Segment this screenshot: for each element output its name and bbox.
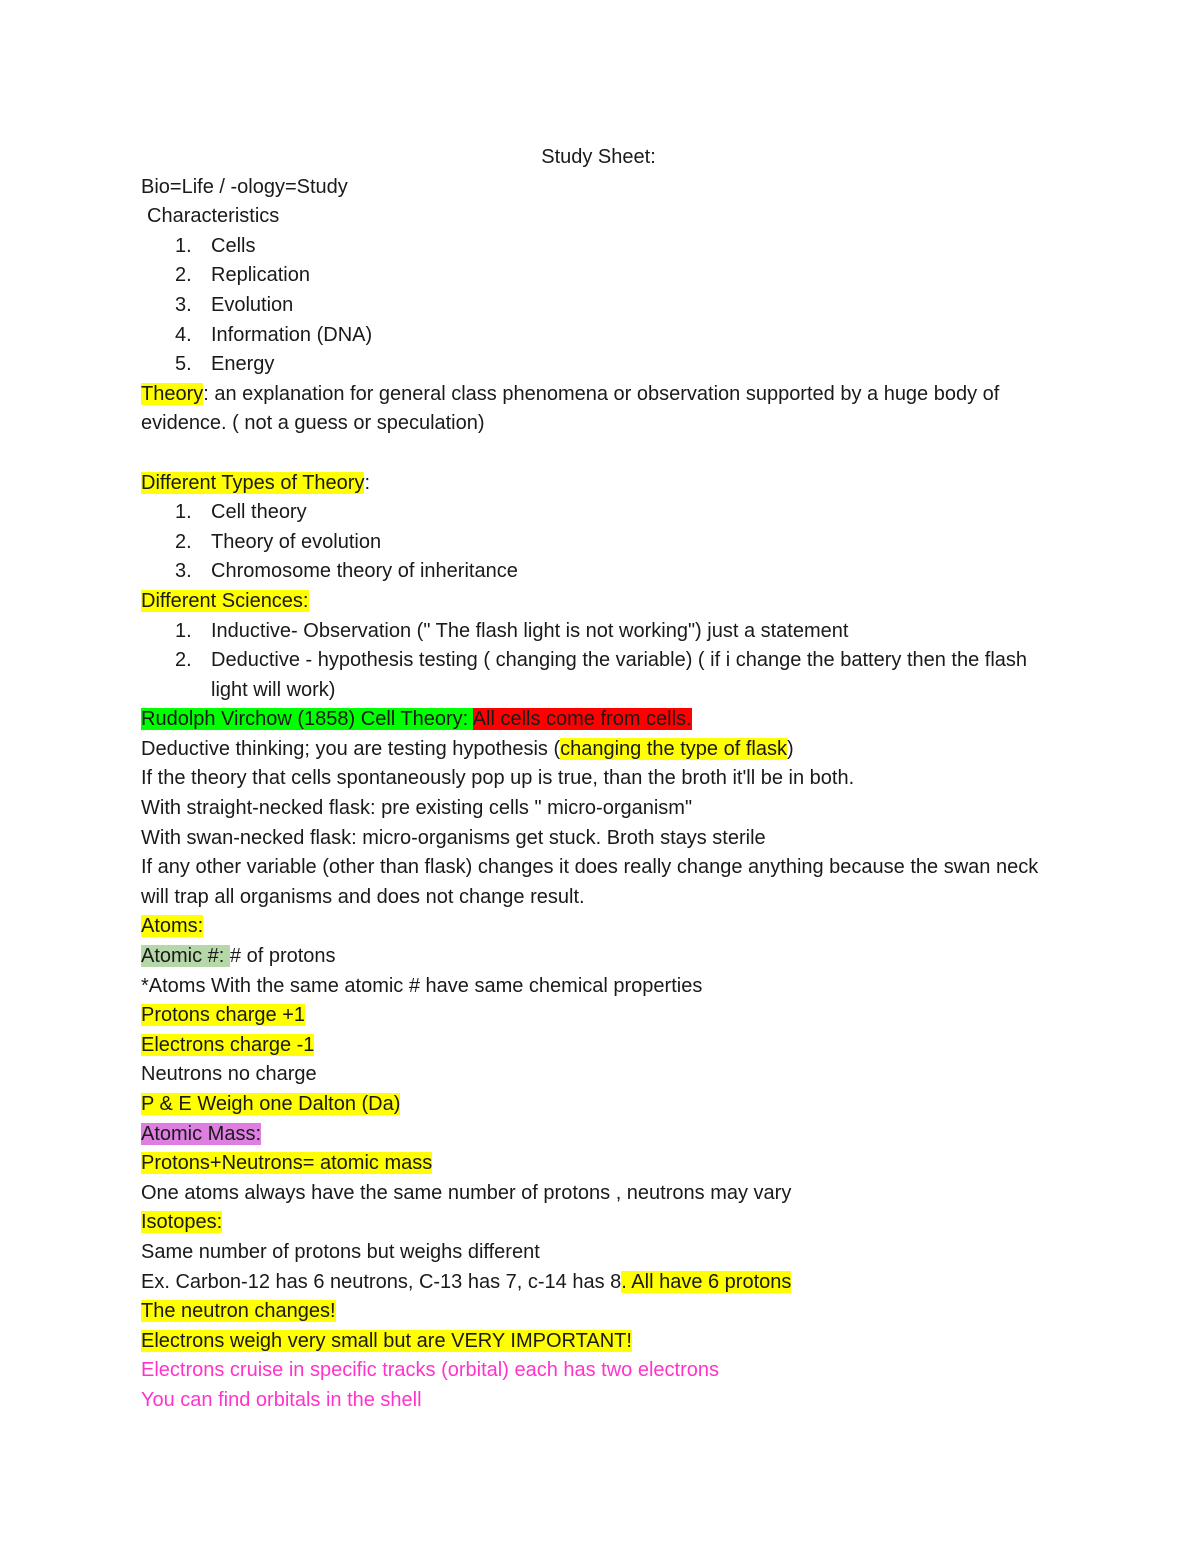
- document-content: [141, 143, 1056, 1416]
- list-item: 3. Evolution: [175, 293, 294, 316]
- same-number-line: Same number of protons but weighs different: [141, 1240, 540, 1263]
- deductive-line: Deductive thinking; you are testing hypothesis (changing the type of flask): [141, 737, 794, 760]
- list-item: 3. Chromosome theory of inheritance: [175, 560, 518, 583]
- orbitals-line: You can find orbitals in the shell: [141, 1388, 422, 1411]
- list-item: 1. Cell theory: [175, 501, 307, 524]
- list-item: 1. Inductive- Observation (" The flash light is not working") just a statement: [175, 619, 849, 642]
- blank-line: [141, 439, 1056, 469]
- types-heading: Different Types of Theory:: [141, 471, 371, 494]
- virchow-line: Rudolph Virchow (1858) Cell Theory: All cells come from cells.: [141, 708, 692, 731]
- neutrons-line: Neutrons no charge: [141, 1063, 317, 1086]
- theory-definition: Theory: an explanation for general class phenomena or observation supported by a huge body of evidence. ( not a guess or speculation): [141, 382, 1000, 435]
- one-atoms-line: One atoms always have the same number of protons , neutrons may vary: [141, 1181, 792, 1204]
- sciences-heading: Different Sciences:: [141, 589, 309, 612]
- list-item: 5. Energy: [175, 353, 275, 376]
- paragraph-line: With swan-necked flask: micro-organisms get stuck. Broth stays sterile: [141, 826, 766, 849]
- isotopes-heading: Isotopes:: [141, 1211, 223, 1234]
- list-item: 2. Theory of evolution: [175, 530, 382, 553]
- protons-line: Protons charge +1: [141, 1004, 305, 1027]
- cruise-line: Electrons cruise in specific tracks (orbital) each has two electrons: [141, 1359, 720, 1382]
- dalton-line: P & E Weigh one Dalton (Da): [141, 1093, 401, 1115]
- carbon-line: Ex. Carbon-12 has 6 neutrons, C-13 has 7, c-14 has 8. All have 6 protons: [141, 1270, 792, 1293]
- electrons-line: Electrons charge -1: [141, 1033, 315, 1056]
- list-item: 2. Replication: [175, 264, 310, 287]
- electrons-small-line: Electrons weigh very small but are VERY IMPORTANT!: [141, 1329, 632, 1352]
- page-title: Study Sheet:: [541, 146, 656, 168]
- list-item: 2. Deductive - hypothesis testing ( changing the variable) ( if i change the battery then the flash light will work): [175, 649, 1028, 701]
- mass-formula-line: Protons+Neutrons= atomic mass: [141, 1152, 433, 1175]
- characteristics-heading: Characteristics: [147, 205, 280, 228]
- paragraph-line: If any other variable (other than flask) changes it does really change anything because the swan neck will trap all organisms and does not change result.: [141, 856, 1039, 908]
- list-item: 4. Information (DNA): [175, 323, 373, 346]
- list-item: 1. Cells: [175, 234, 256, 257]
- paragraph-line: With straight-necked flask: pre existing cells " micro-organism": [141, 797, 693, 820]
- theory-term: Theory: [141, 382, 204, 405]
- same-atomic-line: *Atoms With the same atomic # have same chemical properties: [141, 974, 703, 997]
- atomic-number-line: Atomic #: # of protons: [141, 945, 336, 968]
- paragraph-line: If the theory that cells spontaneously pop up is true, than the broth it'll be in both.: [141, 767, 855, 790]
- atomic-mass-heading: Atomic Mass:: [141, 1122, 262, 1145]
- atoms-heading: Atoms:: [141, 915, 204, 938]
- intro-line: Bio=Life / -ology=Study: [141, 175, 348, 198]
- neutron-changes-line: The neutron changes!: [141, 1300, 336, 1323]
